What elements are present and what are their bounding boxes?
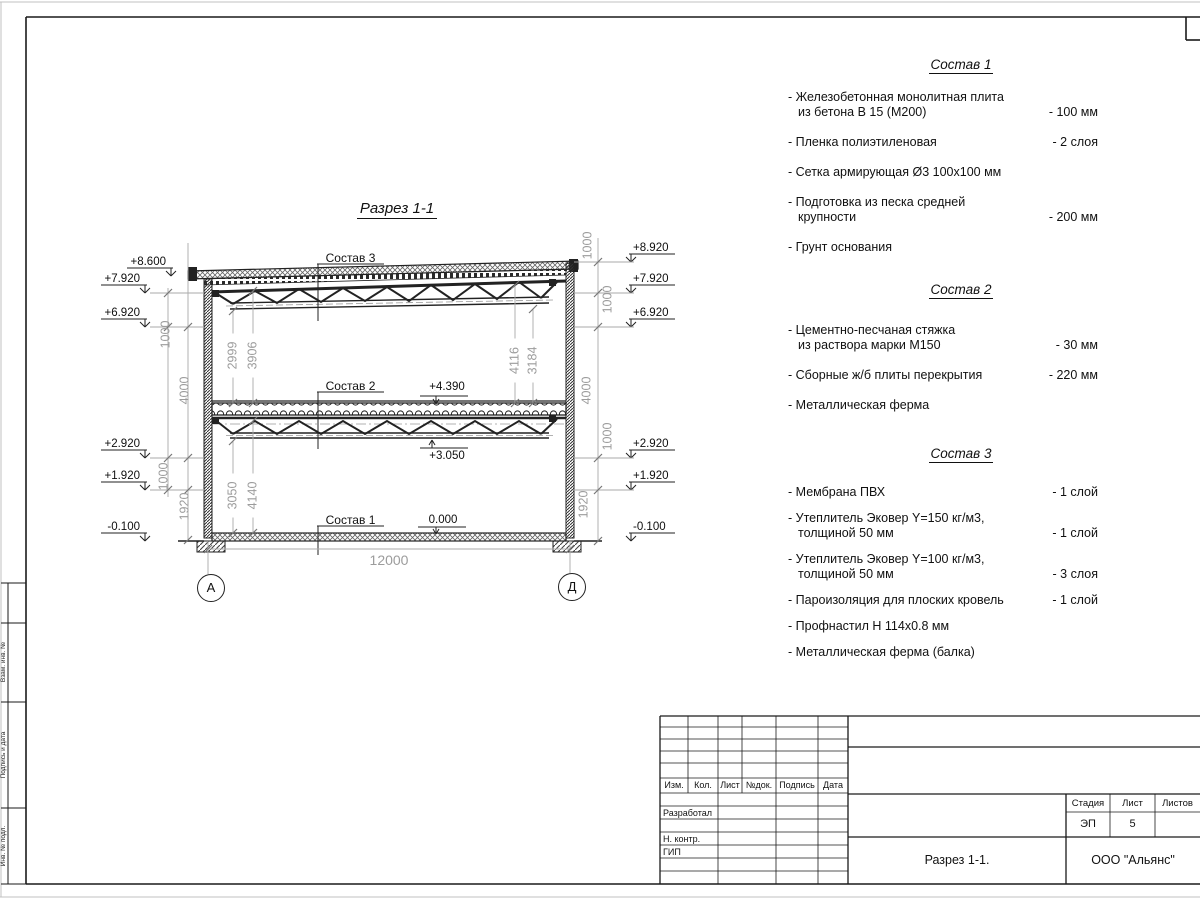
dim-right-4000: 4000 — [579, 376, 594, 405]
section-title: Разрез 1-1 — [340, 200, 454, 217]
margin-label-vzam: Взам. инв. № — [0, 641, 7, 683]
list-item: - Металлическая ферма — [788, 398, 930, 412]
dim-right-1000a: 1000 — [580, 231, 595, 260]
titleblock-company: ООО "Альянс" — [1091, 853, 1175, 867]
margin-label-podpis: Подпись и дата — [0, 731, 7, 779]
margin-label-inv: Инв. № подл. — [0, 825, 7, 867]
titleblock-doc-title: Разрез 1-1. — [924, 853, 990, 867]
elevation-mid-3050: +3.050 — [429, 450, 465, 462]
composition-1-title: Состав 1 — [930, 57, 992, 72]
elevation-right-2920: +2.920 — [633, 438, 669, 450]
dim-inner-3050: 3050 — [227, 474, 240, 518]
dim-inner-2999: 2999 — [227, 334, 240, 378]
elevation-mid-0000: 0.000 — [428, 514, 458, 526]
foundation-right — [553, 541, 581, 552]
list-item: - Пароизоляция для плоских кровель - 1 слой — [788, 593, 1098, 607]
titleblock-header-podpis: Подпись — [779, 780, 815, 790]
axis-bubble-d: Д — [558, 573, 586, 601]
titleblock-sheets-label: Листов — [1162, 798, 1193, 809]
dim-right-1920: 1920 — [576, 490, 591, 519]
right-wall — [566, 263, 574, 538]
elevation-right-6920: +6.920 — [633, 307, 669, 319]
titleblock-sheet-label: Лист — [1122, 798, 1143, 809]
titleblock-stage-label: Стадия — [1071, 798, 1105, 809]
elevation-right-1920: +1.920 — [633, 470, 669, 482]
elevation-markers-right — [626, 254, 675, 541]
list-item: - Железобетонная монолитная плита из бетона В 15 (М200) - 100 мм — [788, 90, 1098, 119]
titleblock-header-izm: Изм. — [664, 780, 684, 790]
list-item: - Пленка полиэтиленовая - 2 слоя — [788, 135, 1098, 149]
list-item: - Мембрана ПВХ - 1 слой — [788, 485, 1098, 499]
composition-list-1 — [788, 56, 1098, 270]
dim-inner-4116: 4116 — [509, 339, 522, 383]
dim-left-1000a: 1000 — [158, 320, 173, 349]
dim-inner-4140: 4140 — [247, 474, 260, 518]
dim-inner-3184: 3184 — [527, 339, 540, 383]
dim-inner-3906: 3906 — [247, 334, 260, 378]
leader-label-sostav3: Состав 3 — [325, 251, 376, 265]
titleblock-header-kol: Кол. — [694, 780, 712, 790]
elevation-right-m0100: -0.100 — [633, 521, 666, 533]
elevation-mid-4390: +4.390 — [429, 381, 465, 393]
roof-left-cap — [188, 267, 197, 281]
list-item: - Утеплитель Эковер Y=150 кг/м3, толщиной 50 мм - 1 слой — [788, 511, 1098, 540]
list-item: - Цементно-песчаная стяжка из раствора марки М150 - 30 мм — [788, 323, 1098, 352]
axis-bubble-a: А — [197, 574, 225, 602]
dim-left-1920: 1920 — [177, 492, 192, 521]
leader-label-sostav2: Состав 2 — [325, 379, 376, 393]
elevation-left-1920: +1.920 — [104, 470, 140, 482]
dim-left-1000b: 1000 — [156, 462, 171, 491]
elevation-left-8600: +8.600 — [130, 256, 166, 268]
list-item: - Утеплитель Эковер Y=100 кг/м3, толщиной 50 мм - 3 слоя — [788, 552, 1098, 581]
ground-slab — [212, 533, 566, 541]
dim-overall-12000: 12000 — [369, 552, 409, 568]
list-item: - Металлическая ферма (балка) — [788, 645, 975, 659]
titleblock-sheet-value: 5 — [1129, 818, 1136, 830]
list-item: - Сетка армирующая Ø3 100х100 мм — [788, 165, 1002, 179]
titleblock-header-list: Лист — [720, 780, 740, 790]
titleblock-header-ndok: №док. — [745, 780, 773, 790]
titleblock-row-gip: ГИП — [663, 847, 681, 857]
floor-truss — [212, 415, 566, 438]
titleblock-row-developed: Разработал — [663, 808, 712, 818]
elevation-right-7920: +7.920 — [633, 273, 669, 285]
elevation-left-6920: +6.920 — [104, 307, 140, 319]
titleblock-stage-value: ЭП — [1080, 818, 1096, 830]
elevation-left-2920: +2.920 — [104, 438, 140, 450]
dim-right-1000c: 1000 — [600, 422, 615, 451]
dim-left-4000: 4000 — [177, 376, 192, 405]
composition-list-3 — [788, 445, 1098, 671]
composition-3-title: Состав 3 — [930, 446, 992, 461]
list-item: - Подготовка из песка средней крупности - 200 мм — [788, 195, 1098, 224]
left-wall — [204, 279, 212, 538]
list-item: - Сборные ж/б плиты перекрытия - 220 мм — [788, 368, 1098, 382]
titleblock-row-ncontrol: Н. контр. — [663, 834, 701, 844]
composition-2-title: Состав 2 — [930, 282, 992, 297]
leader-label-sostav1: Состав 1 — [325, 513, 376, 527]
elevation-left-7920: +7.920 — [104, 273, 140, 285]
elevation-right-8920: +8.920 — [633, 242, 669, 254]
elevation-left-m0100: -0.100 — [107, 521, 140, 533]
list-item: - Грунт основания — [788, 240, 893, 254]
titleblock-header-data: Дата — [823, 780, 843, 790]
dim-right-1000b: 1000 — [600, 285, 615, 314]
list-item: - Профнастил Н 114х0.8 мм — [788, 619, 950, 633]
composition-list-2 — [788, 281, 1098, 428]
